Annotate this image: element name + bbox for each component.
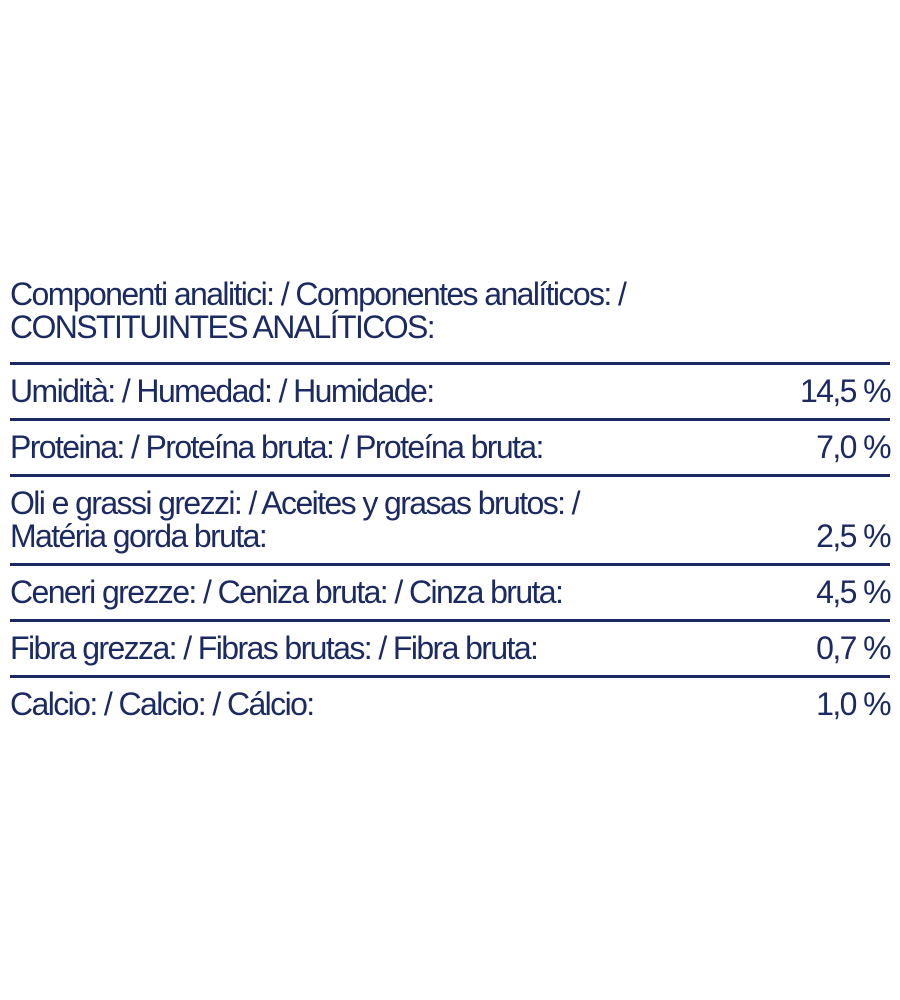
header-line-1: Componenti analitici: / Componentes analíticos: / bbox=[10, 276, 626, 312]
row-label-line: Oli e grassi grezzi: / Aceites y grasas brutos: / bbox=[10, 485, 579, 521]
row-label-line: Fibra grezza: / Fibras brutas: / Fibra bruta: bbox=[10, 630, 538, 666]
row-label bbox=[10, 688, 314, 721]
table-row bbox=[10, 622, 890, 675]
row-value: 7,0 % bbox=[816, 429, 890, 465]
table-row bbox=[10, 566, 890, 619]
row-label bbox=[10, 487, 579, 553]
table-row bbox=[10, 365, 890, 418]
header-line-2: CONSTITUINTES ANALÍTICOS: bbox=[10, 309, 435, 345]
table-row bbox=[10, 477, 890, 563]
table-row bbox=[10, 678, 890, 731]
table-row bbox=[10, 421, 890, 474]
row-value: 2,5 % bbox=[816, 518, 890, 554]
row-label bbox=[10, 576, 562, 609]
row-label-line: Umidità: / Humedad: / Humidade: bbox=[10, 373, 434, 409]
row-value: 4,5 % bbox=[816, 574, 890, 610]
row-value: 0,7 % bbox=[816, 630, 890, 666]
table-header bbox=[10, 278, 890, 362]
row-label bbox=[10, 632, 537, 665]
row-label-line: Proteina: / Proteína bruta: / Proteína bruta: bbox=[10, 429, 543, 465]
row-label-line: Calcio: / Calcio: / Cálcio: bbox=[10, 686, 314, 722]
row-label-line: Matéria gorda bruta: bbox=[10, 518, 267, 554]
analytical-constituents-table bbox=[10, 278, 890, 731]
row-label-line: Ceneri grezze: / Ceniza bruta: / Cinza bruta: bbox=[10, 574, 563, 610]
row-value: 1,0 % bbox=[816, 686, 890, 722]
row-value: 14,5 % bbox=[799, 373, 890, 409]
row-label bbox=[10, 375, 434, 408]
row-label bbox=[10, 431, 543, 464]
